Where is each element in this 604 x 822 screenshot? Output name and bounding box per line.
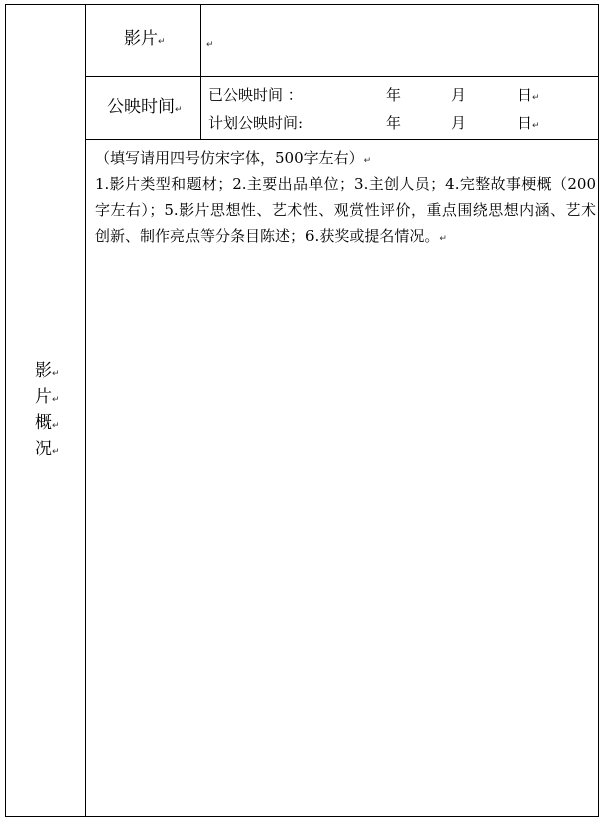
release-time-label: 公映时间↵ xyxy=(107,97,183,117)
planned-month-unit: 月 xyxy=(451,114,467,132)
overview-char: 况↵ xyxy=(35,439,60,459)
overview-char: 概↵ xyxy=(35,413,60,433)
table-border-left xyxy=(5,4,6,817)
row-divider-2 xyxy=(85,139,599,140)
row-divider-1 xyxy=(85,76,599,77)
table-border-right xyxy=(598,4,599,817)
overview-char: 片↵ xyxy=(35,387,60,407)
planned-year-unit: 年 xyxy=(386,114,402,132)
overview-body[interactable]: 1.影片类型和题材；2.主要出品单位；3.主创人员；4.完整故事梗概（200字左右）；5.影片思想性、艺术性、观赏性评价，重点围绕思想内涵、艺术创新、制作亮点等分条目陈述；6.获奖或提名情况。↵ xyxy=(95,175,596,245)
overview-vertical-label xyxy=(35,358,75,462)
planned-date-label: 计划公映时间: xyxy=(208,114,304,132)
column-divider-main xyxy=(85,4,86,817)
overview-char: 影↵ xyxy=(35,361,60,381)
released-date-label: 已公映时间 ： xyxy=(208,86,303,104)
table-border-top xyxy=(5,4,599,5)
released-year-unit: 年 xyxy=(386,86,402,104)
film-title-value[interactable]: ↵ xyxy=(206,40,214,50)
planned-day-unit: 日↵ xyxy=(517,114,540,132)
film-label: 影片↵ xyxy=(124,29,166,49)
table-border-bottom xyxy=(5,816,599,817)
overview-instruction: （填写请用四号仿宋字体，500字左右）↵ xyxy=(95,149,372,167)
released-day-unit: 日↵ xyxy=(517,86,540,104)
released-month-unit: 月 xyxy=(451,86,467,104)
column-divider-value xyxy=(200,4,201,140)
